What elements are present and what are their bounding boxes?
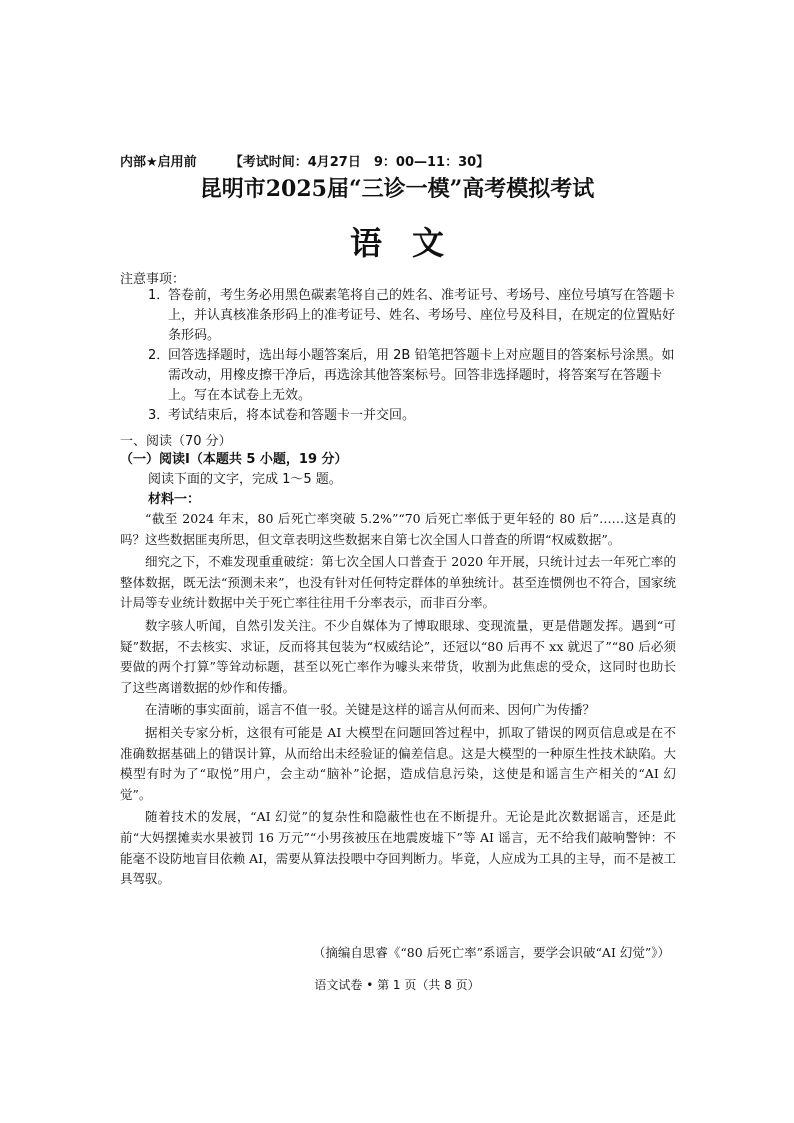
source-citation: （摘编自思睿《“80 后死亡率”系谣言，要学会识破“AI 幻觉”》） [312,945,670,960]
passage-paragraph: 数字骇人听闻，自然引发关注。不少自媒体为了博取眼球、变现流量，更是借题发挥。遇到“可疑”数据，不去核实、求证，反而将其包装为“权威结论”，还冠以“80 后再不 xx 就迟了”“80 后必须要做的两个打算”等耸动标题，甚至以死亡率作为噱头来带货，收割为此焦虑的受众，这同时也助长了这些离谱数据的炒作和传播。 [120,617,676,695]
notice-item [148,346,678,406]
reading-instruction: 阅读下面的文字，完成 1～5 题。 [148,472,342,487]
reading-passage [120,509,676,892]
notice-item [148,406,678,426]
notice-item-number: 1． [148,288,170,303]
notice-item-text: 答卷前，考生务必用黑色碳素笔将自己的姓名、准考证号、考场号、座位号填写在答题卡上，并认真核准条形码上的准考证号、姓名、考场号、座位号及科目，在规定的位置贴好条形码。 [168,288,676,343]
exam-title: 昆明市2025届“三诊一模”高考模拟考试 [199,176,595,202]
passage-paragraph: 细究之下，不难发现重重破绽：第七次全国人口普查于 2020 年开展，只统计过去一年死亡率的整体数据，既无法“预测未来”，也没有针对任何特定群体的单独统计。甚至连惯例也不符合，国家统计局等专业统计数据中关于死亡率往往用千分率表示，而非百分率。 [120,554,676,611]
passage-paragraph: 随着技术的发展，“AI 幻觉”的复杂性和隐蔽性也在不断提升。无论是此次数据谣言，还是此前“大妈摆摊卖水果被罚 16 万元”“小男孩被压在地震废墟下”等 AI 谣言，无不给我们敲响警钟：不能毫不设防地盲目依赖 AI，需要从算法投喂中夺回判断力。毕竟，人应成为工具的主导，而不是被工具驾驭。 [120,809,676,887]
notice-item-text: 考试结束后，将本试卷和答题卡一并交回。 [168,408,416,423]
notice-item-text: 回答选择题时，选出每小题答案后，用 2B 铅笔把答题卡上对应题目的答案标号涂黑。如需改动，用橡皮擦干净后，再选涂其他答案标号。回答非选择题时，将答案写在答题卡上。写在本试卷上无效。 [168,348,675,403]
section-heading: 一、阅读（70 分） [120,434,232,449]
subsection-heading: （一）阅读Ⅰ（本题共 5 小题，19 分） [120,452,348,467]
material-label: 材料一： [148,492,201,507]
notice-item-number: 2． [148,348,170,363]
notice-item-number: 3． [148,408,170,423]
exam-header [120,151,489,170]
subject-title: 语文 [349,224,474,262]
passage-paragraph: 据相关专家分析，这很有可能是 AI 大模型在问题回答过程中，抓取了错误的网页信息或是在不准确数据基础上的错误计算，从而给出未经验证的偏差信息。这是大模型的一种原生性技术缺陷。大模型有时为了“取悦”用户，会主动“脑补”论据，造成信息污染，这使是和谣言生产相关的“AI 幻觉”。 [120,724,676,802]
passage-paragraph: “截至 2024 年末，80 后死亡率突破 5.2%”“70 后死亡率低于更年轻的 80 后”……这是真的吗？这些数据匪夷所思，但文章表明这些数据来自第七次全国人口普查的所谓“权威数据”。 [120,511,676,547]
notice-item [148,286,678,346]
notice-list [148,286,678,426]
passage-paragraph: 在清晰的事实面前，谣言不值一驳。关键是这样的谣言从何而来、因何广为传播？ [145,702,596,718]
notice-heading: 注意事项： [120,272,186,287]
page-footer: 语文试卷 • 第 1 页（共 8 页） [314,978,480,992]
confidential-label: 内部★启用前 [120,155,197,170]
exam-time: 【考试时间：4月27日 9：00—11：30】 [229,155,490,170]
